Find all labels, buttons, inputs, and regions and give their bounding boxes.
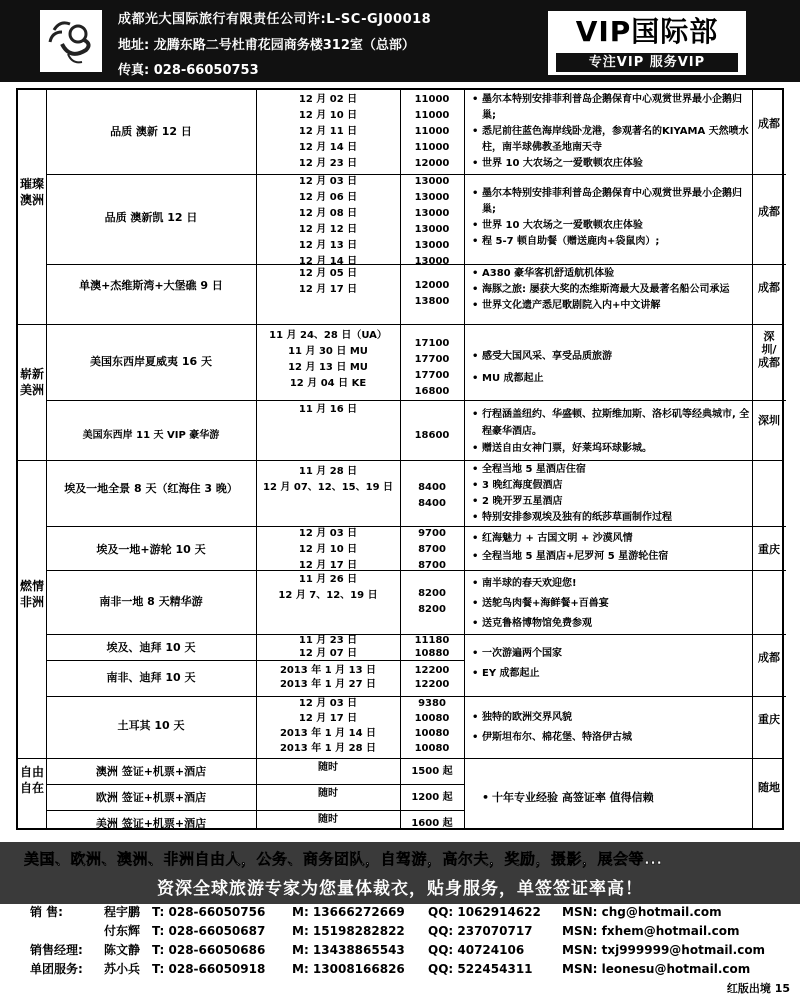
contact-msn: MSN: txj999999@hotmail.com: [562, 943, 766, 957]
contact-role: 单团服务:: [30, 962, 83, 976]
tour-prices: 9380 10080 10080 10080: [414, 698, 450, 754]
section-divider: [18, 460, 782, 461]
tour-name: 土耳其 10 天: [117, 719, 185, 732]
tour-dates: 11 月 28 日 12 月 07、12、15、19 日: [262, 466, 394, 493]
tour-highlights: • 一次游遍两个国家 • EY 成都起止: [464, 644, 752, 684]
tour-dates: 12 月 05 日 12 月 17 日: [298, 268, 358, 295]
section-divider: [18, 324, 782, 325]
tour-prices: 8200 8200: [418, 588, 446, 615]
tour-highlights: • 行程涵盖纽约、华盛顿、拉斯维加斯、洛杉矶等经典城市, 全程豪华酒店。 • 赠送自由女神门票，好莱坞环球影城。: [464, 406, 752, 457]
tour-highlights: • 全程当地 5 星酒店住宿 • 3 晚红海度假酒店 • 2 晚开罗五星酒店 • 特别安排参观埃及独有的纸莎草画制作过程: [464, 462, 752, 526]
region-label-americas: 崭新美洲: [19, 367, 44, 397]
tour-departure: 成都: [758, 205, 780, 218]
tour-table: [16, 88, 784, 830]
page-header: [0, 0, 800, 82]
package-dates: 随时: [318, 814, 338, 825]
tour-name: 埃及一地全景 8 天（红海住 3 晚）: [64, 482, 238, 495]
vip-slogan: 专注VIP 服务VIP: [556, 53, 738, 72]
tour-departure: 成都: [758, 281, 780, 294]
tour-departure: 深圳: [758, 414, 780, 427]
tour-dates: 11 月 24、28 日（UA） 11 月 30 日 MU 12 月 13 日 MU 12 月 04 日 KE: [269, 330, 387, 389]
contact-phone: T: 028-66050756: [152, 905, 266, 919]
tour-dates: 11 月 16 日: [298, 404, 358, 415]
promo-slogan: 资深全球旅游专家为您量体裁衣，贴身服务，单签签证率高！: [157, 879, 643, 899]
package-highlights: • 十年专业经验 高签证率 值得信赖: [474, 790, 752, 806]
tour-prices: 18600: [414, 430, 450, 441]
contact-qq: QQ: 1062914622: [428, 905, 541, 919]
tour-prices: 12000 13800: [414, 280, 450, 307]
contact-name: 苏小兵: [104, 962, 141, 976]
row-divider: [46, 660, 464, 661]
tour-departure: 重庆: [758, 543, 780, 556]
tour-highlights: • 红海魅力 + 古国文明 + 沙漠风情 • 全程当地 5 星酒店+尼罗河 5 星游轮住宿: [464, 530, 752, 566]
package-price: 1500 起: [411, 766, 453, 777]
tour-name: 品质 澳新凯 12 日: [104, 211, 198, 224]
package-name: 美洲 签证+机票+酒店: [95, 817, 207, 830]
contact-name: 陈文静: [104, 943, 141, 957]
tour-dates: 12 月 02 日 12 月 10 日 12 月 11 日 12 月 14 日 12 月 23 日: [298, 94, 358, 169]
tour-prices: 17100 17700 17700 16800: [414, 338, 450, 397]
tour-name: 品质 澳新 12 日: [110, 125, 192, 138]
contact-qq: QQ: 522454311: [428, 962, 533, 976]
tour-dates: 11 月 23 日 12 月 07 日: [298, 635, 358, 659]
tour-name: 南非、迪拜 10 天: [106, 671, 196, 684]
package-dates: 随时: [318, 788, 338, 799]
tour-prices: 11000 11000 11000 11000 12000: [414, 94, 450, 169]
contact-mobile: M: 15198282822: [292, 924, 405, 938]
company-address: 地址: 龙腾东路二号杜甫花园商务楼312室（总部）: [118, 38, 415, 53]
package-name: 澳洲 签证+机票+酒店: [95, 765, 207, 778]
region-label-africa: 燃情非洲: [19, 579, 44, 609]
package-price: 1600 起: [411, 818, 453, 829]
section-divider: [18, 758, 782, 759]
company-logo: [40, 10, 102, 72]
tour-departure: 重庆: [758, 713, 780, 726]
contact-msn: MSN: fxhem@hotmail.com: [562, 924, 740, 938]
tour-dates: 2013 年 1 月 13 日 2013 年 1 月 27 日: [279, 665, 377, 690]
tour-prices: 12200 12200: [414, 665, 450, 690]
tour-departure: 成都: [758, 651, 780, 664]
tour-departure: 成都: [758, 117, 780, 130]
tour-dates: 12 月 03 日 12 月 06 日 12 月 08 日 12 月 12 日 12 月 13 日 12 月 14 日: [298, 176, 358, 267]
company-fax: 传真: 028-66050753: [118, 63, 259, 78]
tour-prices: 13000 13000 13000 13000 13000 13000: [414, 176, 450, 267]
tour-name: 埃及一地+游轮 10 天: [96, 543, 206, 556]
region-label-australia: 璀璨澳洲: [19, 177, 44, 207]
contact-qq: QQ: 40724106: [428, 943, 525, 957]
contact-phone: T: 028-66050918: [152, 962, 266, 976]
tour-highlights: • 墨尔本特别安排菲利普岛企鹅保育中心观赏世界最小企鹅归巢; • 悉尼前往蓝色海岸线卧龙港，参观著名的KIYAMA 天然喷水柱，南半球佛教圣地南天寺 • 世界 10 大农场之一爱歌顿农庄体验: [464, 92, 752, 172]
tour-dates: 11 月 26 日 12 月 7、12、19 日: [278, 574, 378, 601]
tour-prices: 11180 10880: [414, 635, 450, 659]
contact-mobile: M: 13666272669: [292, 905, 405, 919]
contact-name: 付东辉: [104, 924, 141, 938]
company-license: 成都光大国际旅行有限责任公司许:L-SC-GJ00018: [118, 12, 432, 27]
contact-name: 程宇鹏: [104, 905, 141, 919]
tour-highlights: • 独特的欧洲交界风貌 • 伊斯坦布尔、棉花堡、特洛伊古城: [464, 708, 752, 748]
contact-msn: MSN: chg@hotmail.com: [562, 905, 722, 919]
row-divider: [46, 810, 464, 811]
tour-prices: 8400 8400: [418, 482, 446, 509]
promo-banner: [0, 842, 800, 904]
tour-name: 南非一地 8 天精华游: [99, 595, 203, 608]
tour-highlights: • A380 豪华客机舒适航机体验 • 海豚之旅: 屡获大奖的杰维斯湾最大及最著名船公司承运 • 世界文化遗产悉尼歌剧院入内+中文讲解: [464, 266, 752, 314]
row-divider: [46, 784, 464, 785]
tour-prices: 9700 8700 8700: [418, 528, 446, 571]
package-departure: 随地: [758, 781, 780, 794]
region-label-free-travel: 自由自在: [19, 765, 44, 795]
tour-dates: 12 月 03 日 12 月 10 日 12 月 17 日: [298, 528, 358, 571]
tour-name: 美国东西岸 11 天 VIP 豪华游: [82, 430, 220, 441]
contact-role: 销售经理:: [30, 943, 83, 957]
contact-role: 销 售:: [30, 905, 63, 919]
package-name: 欧洲 签证+机票+酒店: [95, 791, 207, 804]
vip-badge: [548, 11, 746, 75]
package-dates: 随时: [318, 762, 338, 773]
contact-mobile: M: 13008166826: [292, 962, 405, 976]
tour-name: 单澳+杰维斯湾+大堡礁 9 日: [79, 279, 223, 292]
tour-name: 美国东西岸夏威夷 16 天: [90, 355, 212, 368]
package-price: 1200 起: [411, 792, 453, 803]
tour-highlights: • 南半球的春天欢迎您! • 送鸵鸟肉餐+海鲜餐+百兽宴 • 送克鲁格博物馆免费参观: [464, 574, 752, 634]
contact-mobile: M: 13438865543: [292, 943, 405, 957]
row-divider: [46, 400, 786, 401]
tour-dates: 12 月 03 日 12 月 17 日 2013 年 1 月 14 日 2013 年 1 月 28 日: [279, 698, 377, 754]
page-footer: 红版出境 15: [726, 982, 790, 995]
tour-departure: 深圳/成都: [758, 330, 780, 369]
logo-swirl-icon: [40, 10, 102, 72]
tour-highlights: • 墨尔本特别安排菲利普岛企鹅保育中心观赏世界最小企鹅归巢; • 世界 10 大农场之一爱歌顿农庄体验 • 程 5-7 顿自助餐（赠送鹿肉+袋鼠肉）;: [464, 186, 752, 250]
contact-phone: T: 028-66050686: [152, 943, 266, 957]
tour-highlights: • 感受大国风采、享受品质旅游 • MU 成都起止: [464, 346, 752, 390]
contact-phone: T: 028-66050687: [152, 924, 266, 938]
vip-title: VIP国际部: [575, 15, 719, 48]
contact-msn: MSN: leonesu@hotmail.com: [562, 962, 751, 976]
tour-name: 埃及、迪拜 10 天: [106, 641, 196, 654]
services-list: 美国、欧洲、澳洲、非洲自由人，公务、商务团队，自驾游，高尔夫，奖励，摄影，展会等...: [24, 850, 663, 868]
column-divider: [752, 90, 753, 828]
contact-qq: QQ: 237070717: [428, 924, 533, 938]
